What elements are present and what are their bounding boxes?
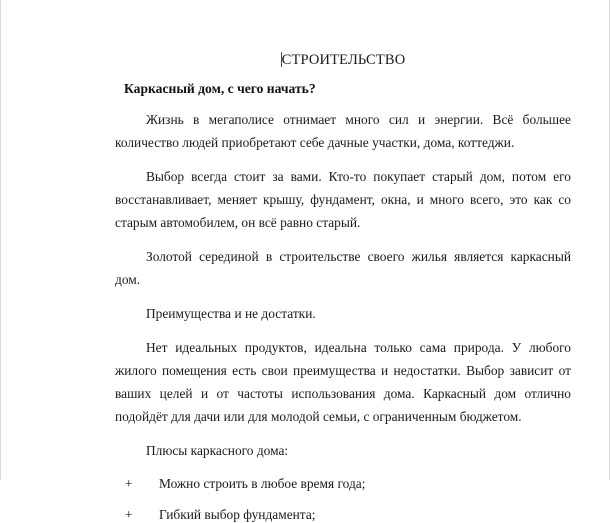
section-heading: Каркасный дом, с чего начать?	[124, 80, 316, 96]
advantages-list	[115, 462, 571, 523]
document-title	[115, 0, 571, 68]
paragraph: Золотой серединой в строительстве своего жилья является каркасный дом.	[115, 249, 571, 288]
list-item-label: Можно строить в любое время года;	[159, 476, 366, 492]
document-title-text: СТРОИТЕЛЬСТВО	[281, 52, 406, 68]
plus-icon: +	[125, 506, 133, 522]
paragraph: Жизнь в мегаполисе отнимает много сил и энергии. Всё большее количество людей приобретают себе дачные участки, дома, коттеджи.	[115, 111, 571, 150]
paragraph: Нет идеальных продуктов, идеальна только сама природа. У любого жилого помещения есть свои преимущества и недостатки. Выбор зависит от ваших целей и от частоты использования дома. Каркасный дом отлично подойдёт для дачи или для молодой семьи, с ограниченным бюджетом.	[115, 340, 571, 425]
document-body[interactable]	[115, 0, 571, 523]
paragraph: Плюсы каркасного дома:	[146, 443, 289, 459]
list-item	[115, 493, 571, 523]
paragraph: Преимущества и не достатки.	[146, 306, 316, 322]
list-item	[115, 462, 571, 492]
plus-icon: +	[125, 476, 133, 492]
list-item-label: Гибкий выбор фундамента;	[159, 506, 316, 522]
paragraph: Выбор всегда стоит за вами. Кто-то покупает старый дом, потом его восстанавливает, меняет крышу, фундамент, окна, и много всего, это как со старым автомобилем, он всё равно старый.	[115, 168, 571, 230]
